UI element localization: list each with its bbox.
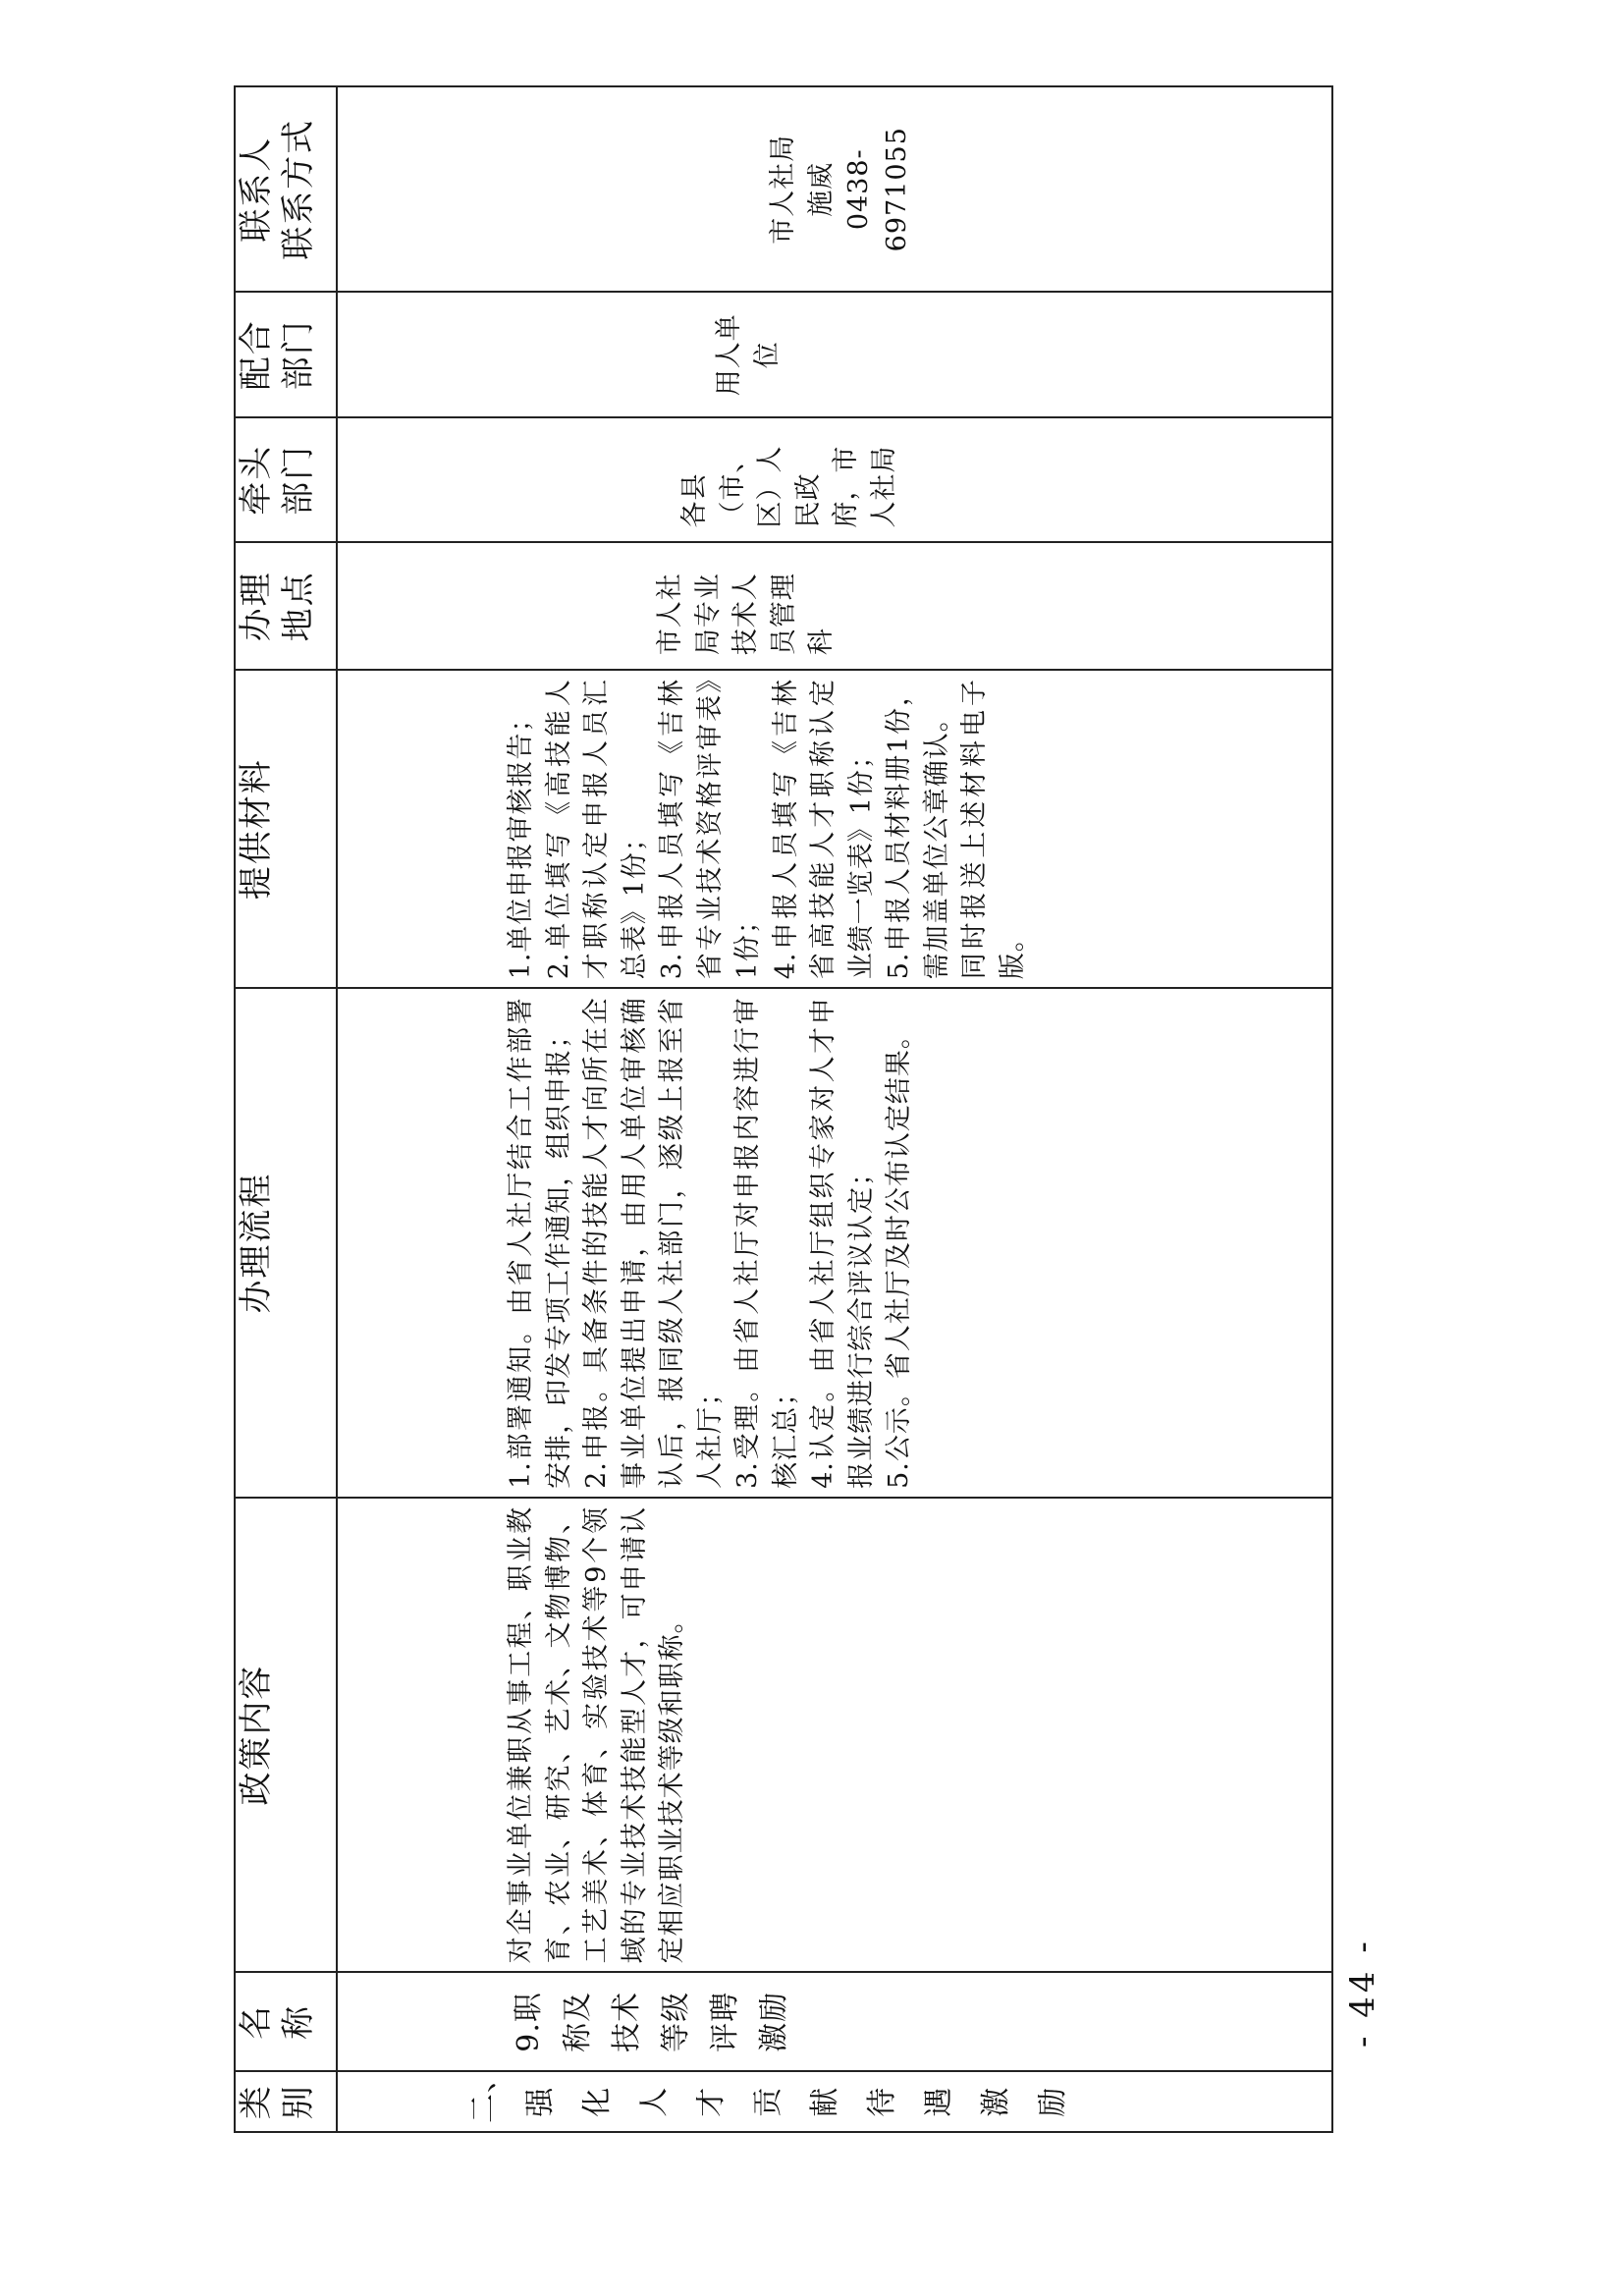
category-text: 二、强化人才贡献待遇激励: [466, 2062, 1070, 2123]
page-number: - 44 -: [1343, 1938, 1382, 2048]
header-place-line2: 地点: [278, 571, 318, 642]
header-name-line2: 称: [278, 2003, 318, 2040]
header-category-line1: 类: [237, 2084, 276, 2120]
materials-text: 1.单位申报审核报告； 2.单位填写《高技能人才职称认定申报人员汇总表》1份； 3.申报人员填写《吉林省专业技术资格评审表》1份； 4.申报人员填写《吉林省高技能人才职称认定业绩一览表》1份； 5.申报人员材料册1份，需加盖单位公章确认。 同时报送上述材料电子版。: [506, 679, 1028, 980]
process-text: 1.部署通知。由省人社厅结合工作部署安排，印发专项工作通知，组织申报； 2.申报。具备条件的技能人才向所在企事业单位提出申请，由用人单位审核确认后，报同级人社部门，逐级上报至省人社厅； 3.受理。由省人社厅对申报内容进行审核汇总； 4.认定。由省人社厅组织专家对人才申报业绩进行综合评议认定； 5.公示。省人社厅及时公布认定结果。: [506, 997, 914, 1489]
header-contact: [235, 86, 337, 292]
header-process: 办理流程: [235, 988, 337, 1498]
header-coop-line1: 配合: [237, 319, 276, 391]
header-name-line1: 名: [237, 2003, 276, 2040]
header-category-line2: 别: [278, 2084, 318, 2120]
header-contact-line2: 联系方式: [278, 118, 318, 260]
header-name: [235, 1972, 337, 2071]
header-lead-dept: [235, 417, 337, 543]
cell-name: [337, 1972, 1332, 2071]
contact-line: 0438-: [843, 148, 874, 231]
cell-place: [337, 543, 1332, 671]
cell-materials: [337, 670, 1332, 988]
header-materials: 提供材料: [235, 670, 337, 988]
header-lead-line1: 牵头: [237, 444, 276, 516]
policy-table: [234, 85, 1333, 2133]
cell-category: [337, 2062, 1332, 2132]
place-text: 市人社局专业技术人员管理科: [655, 573, 837, 656]
lead-dept-text: 各县（市、区）人民政府，市人社局: [679, 445, 899, 528]
cell-policy: [337, 1498, 1332, 1973]
contact-line: 6971055: [881, 127, 912, 252]
coop-dept-text: 用人单位: [714, 313, 783, 397]
table-row: [337, 86, 1332, 2132]
header-lead-line2: 部门: [278, 444, 318, 516]
contact-line: 市人社局: [768, 134, 798, 245]
cell-process: [337, 988, 1332, 1498]
header-contact-line1: 联系人: [237, 136, 276, 243]
cell-contact: [337, 86, 1332, 292]
cell-coop-dept: [337, 292, 1332, 417]
header-coop-line2: 部门: [278, 319, 318, 391]
cell-lead-dept: [337, 417, 1332, 543]
contact-line: 施威: [805, 161, 837, 217]
rotated-table-page: [234, 85, 1333, 2133]
name-text: 9.职称及技术等级评聘激励: [512, 1991, 791, 2052]
header-row: [235, 86, 337, 2132]
header-place: [235, 543, 337, 671]
header-category: [235, 2071, 337, 2132]
header-place-line1: 办理: [237, 571, 276, 642]
policy-text: 对企事业单位兼职从事工程、职业教育、农业、研究、艺术、文物博物、工艺美术、体育、实验技术等9个领域的专业技术技能型人才，可申请认定相应职业技术等级和职称。: [506, 1505, 687, 1964]
header-policy: 政策内容: [235, 1498, 337, 1973]
contact-block: [338, 87, 916, 291]
header-coop-dept: [235, 292, 337, 417]
